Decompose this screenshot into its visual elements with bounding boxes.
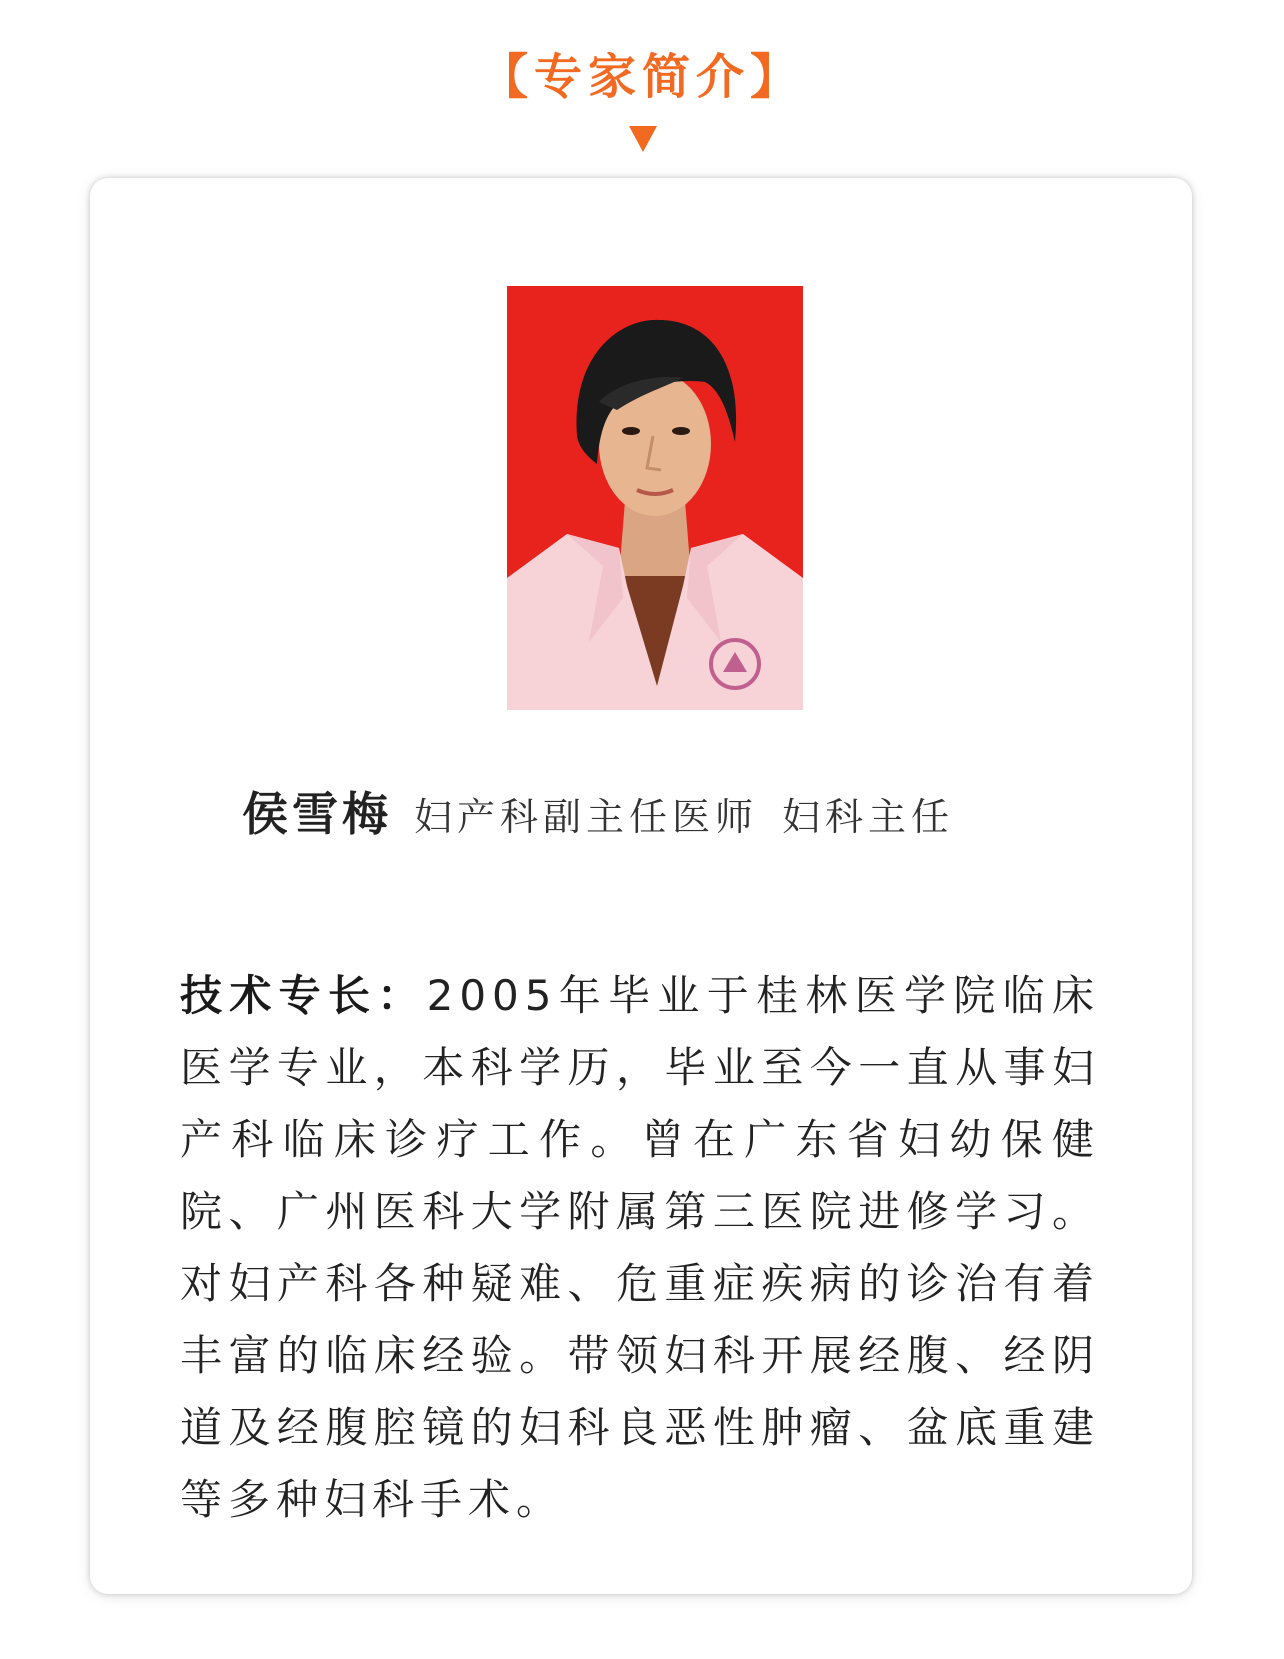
expert-profile-card [90,178,1192,1594]
doctor-name: 侯雪梅 [242,787,392,841]
bio-text: 2005年毕业于桂林医学院临床医学专业，本科学历，毕业至今一直从事妇产科临床诊疗工作。曾在广东省妇幼保健院、广州医科大学附属第三医院进修学习。对妇产科各种疑难、危重症疾病的诊治有着丰富的临床经验。带领妇科开展经腹、经阴道及经腹腔镜的妇科良恶性肿瘤、盆底重建等多种妇科手术。 [180,971,1100,1524]
doctor-portrait-photo [507,286,803,710]
down-arrow-icon [629,126,657,152]
bio-label: 技术专长： [180,971,427,1020]
doctor-name-row [242,778,1092,844]
doctor-title: 妇产科副主任医师 [414,795,759,839]
doctor-bio [180,960,1100,1536]
doctor-role: 妇科主任 [782,795,955,839]
section-title: 【专家简介】 [479,49,804,105]
